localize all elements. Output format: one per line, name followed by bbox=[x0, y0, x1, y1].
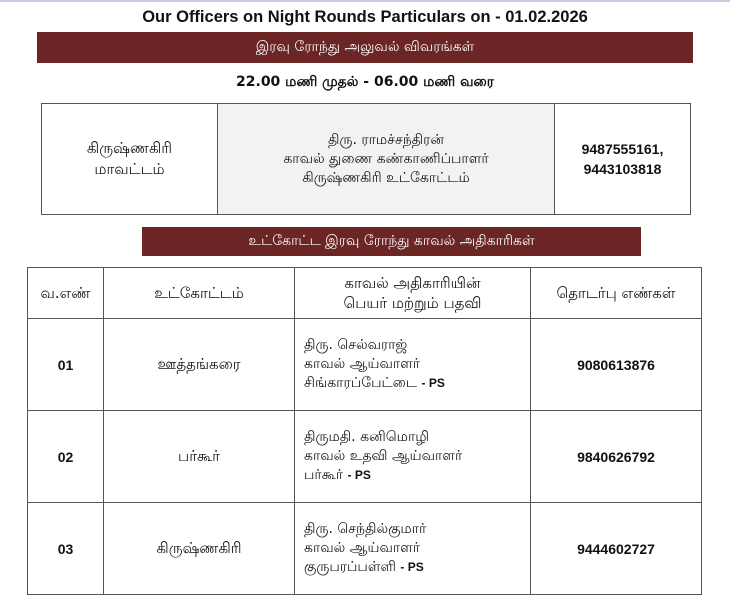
night-rounds-banner: இரவு ரோந்து அலுவல் விவரங்கள் bbox=[37, 32, 693, 63]
row-sno: 03 bbox=[28, 503, 104, 595]
row-phone: 9444602727 bbox=[531, 503, 702, 595]
officer-name: திரு. செந்தில்குமார் bbox=[304, 521, 427, 537]
district-label: மாவட்டம் bbox=[94, 160, 165, 178]
district-officer-row bbox=[42, 104, 691, 215]
district-phone-cell bbox=[555, 104, 691, 215]
row-subdivision: பர்கூர் bbox=[104, 411, 295, 503]
row-officer bbox=[295, 411, 531, 503]
header-officer-line2: பெயர் மற்றும் பதவி bbox=[343, 294, 482, 312]
page-title: Our Officers on Night Rounds Particulars on - 01.02.2026 bbox=[142, 8, 588, 26]
row-phone: 9080613876 bbox=[531, 319, 702, 411]
officer-station-line bbox=[304, 558, 530, 577]
district-phone-1: 9487555161, bbox=[581, 141, 664, 157]
district-phone-2: 9443103818 bbox=[583, 161, 662, 177]
officer-rank: காவல் ஆய்வாளர் bbox=[304, 540, 421, 556]
officer-table bbox=[27, 267, 702, 595]
table-header-row bbox=[28, 268, 702, 319]
district-name: கிருஷ்ணகிரி bbox=[86, 139, 173, 157]
subdivision-officers-banner: உட்கோட்ட இரவு ரோந்து காவல் அதிகாரிகள் bbox=[142, 227, 641, 256]
row-sno: 02 bbox=[28, 411, 104, 503]
officer-station-line bbox=[304, 466, 530, 485]
officer-name: திரு. செல்வராஜ் bbox=[304, 337, 408, 353]
row-phone: 9840626792 bbox=[531, 411, 702, 503]
table-row bbox=[28, 319, 702, 411]
ps-tag: - PS bbox=[400, 560, 424, 574]
table-row bbox=[28, 503, 702, 595]
district-officer-rank: காவல் துணை கண்காணிப்பாளர் bbox=[283, 150, 489, 167]
officer-station: சிங்காரப்பேட்டை bbox=[304, 375, 418, 391]
officer-station: பர்கூர் bbox=[304, 467, 344, 483]
district-officer-table bbox=[41, 103, 691, 215]
ps-tag: - PS bbox=[347, 468, 371, 482]
district-officer-office: கிருஷ்ணகிரி உட்கோட்டம் bbox=[302, 169, 470, 186]
officer-name: திருமதி. கனிமொழி bbox=[304, 429, 430, 445]
header-sno: வ.எண் bbox=[28, 268, 104, 319]
officer-station-line bbox=[304, 374, 530, 393]
top-divider bbox=[0, 0, 730, 2]
row-subdivision: ஊத்தங்கரை bbox=[104, 319, 295, 411]
time-range: 22.00 மணி முதல் - 06.00 மணி வரை bbox=[236, 74, 494, 90]
table-row bbox=[28, 411, 702, 503]
header-officer bbox=[295, 268, 531, 319]
header-contact: தொடர்பு எண்கள் bbox=[531, 268, 702, 319]
ps-tag: - PS bbox=[421, 376, 445, 390]
officer-rank: காவல் ஆய்வாளர் bbox=[304, 356, 421, 372]
header-subdivision: உட்கோட்டம் bbox=[104, 268, 295, 319]
row-subdivision: கிருஷ்ணகிரி bbox=[104, 503, 295, 595]
district-officer-cell bbox=[218, 104, 555, 215]
district-officer-name: திரு. ராமச்சந்திரன் bbox=[328, 131, 444, 148]
row-officer bbox=[295, 503, 531, 595]
row-officer bbox=[295, 319, 531, 411]
officer-station: குருபரப்பள்ளி bbox=[304, 559, 396, 575]
header-officer-line1: காவல் அதிகாரியின் bbox=[344, 274, 481, 292]
row-sno: 01 bbox=[28, 319, 104, 411]
district-cell bbox=[42, 104, 218, 215]
officer-rank: காவல் உதவி ஆய்வாளர் bbox=[304, 448, 463, 464]
